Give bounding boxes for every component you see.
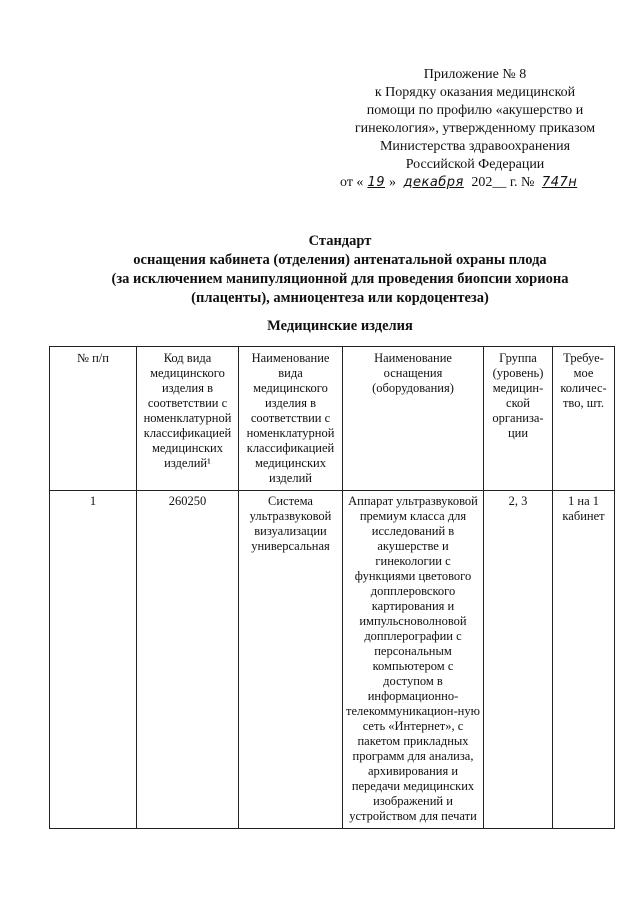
appendix-line: Министерства здравоохранения <box>379 139 571 154</box>
title-line: (за исключением манипуляционной для проведения биопсии хориона <box>111 271 569 287</box>
handwritten-day: 19 <box>367 175 385 190</box>
header-equipment: Наименование оснащения (оборудования) <box>343 347 484 491</box>
cell-num: 1 <box>50 491 137 829</box>
appendix-line: к Порядку оказания медицинской <box>374 85 576 100</box>
header-num: № п/п <box>50 347 137 491</box>
date-year: 202__ г. № <box>471 175 535 190</box>
equipment-table <box>49 346 615 829</box>
appendix-block <box>330 66 620 192</box>
section-subtitle: Медицинские изделия <box>267 318 413 334</box>
header-code: Код вида медицинского изделия в соответствии с номенклатурной классификацией медицинских изделий¹ <box>137 347 239 491</box>
cell-group: 2, 3 <box>484 491 553 829</box>
title-line: оснащения кабинета (отделения) антенатальной охраны плода <box>133 252 547 268</box>
appendix-line: Российской Федерации <box>405 157 545 172</box>
appendix-line: гинекология», утвержденному приказом <box>354 121 596 136</box>
order-date-line <box>330 174 620 192</box>
appendix-line: помощи по профилю «акушерство и <box>366 103 584 118</box>
header-qty: Требуе-мое количес-тво, шт. <box>553 347 615 491</box>
title-line: Стандарт <box>308 233 372 249</box>
date-mid: » <box>388 175 396 190</box>
cell-qty: 1 на 1 кабинет <box>553 491 615 829</box>
header-group: Группа (уровень) медицин-ской организа-ции <box>484 347 553 491</box>
title-line: (плаценты), амниоцентеза или кордоцентеза) <box>191 290 489 306</box>
cell-equipment: Аппарат ультразвуковой премиум класса для исследований в акушерстве и гинекологии с функциями цветового допплеровского картирования и импульсноволновой допплерографии с персональным компьютером с доступом в информационно-телекоммуникацион-ную сеть «Интернет», с пакетом прикладных программ для анализа, архивирования и передачи медицинских изображений и устройством для печати <box>343 491 484 829</box>
header-name: Наименование вида медицинского изделия в соответствии с номенклатурной классификацией медицинских изделий <box>239 347 343 491</box>
cell-name: Система ультразвуковой визуализации универсальная <box>239 491 343 829</box>
handwritten-number: 747н <box>541 175 578 190</box>
table-header-row <box>50 347 615 491</box>
date-prefix: от « <box>340 175 364 190</box>
document-title <box>40 232 640 308</box>
appendix-title: Приложение № 8 <box>423 67 527 82</box>
cell-code: 260250 <box>137 491 239 829</box>
table-row <box>50 491 615 829</box>
handwritten-month: декабря <box>403 175 464 190</box>
